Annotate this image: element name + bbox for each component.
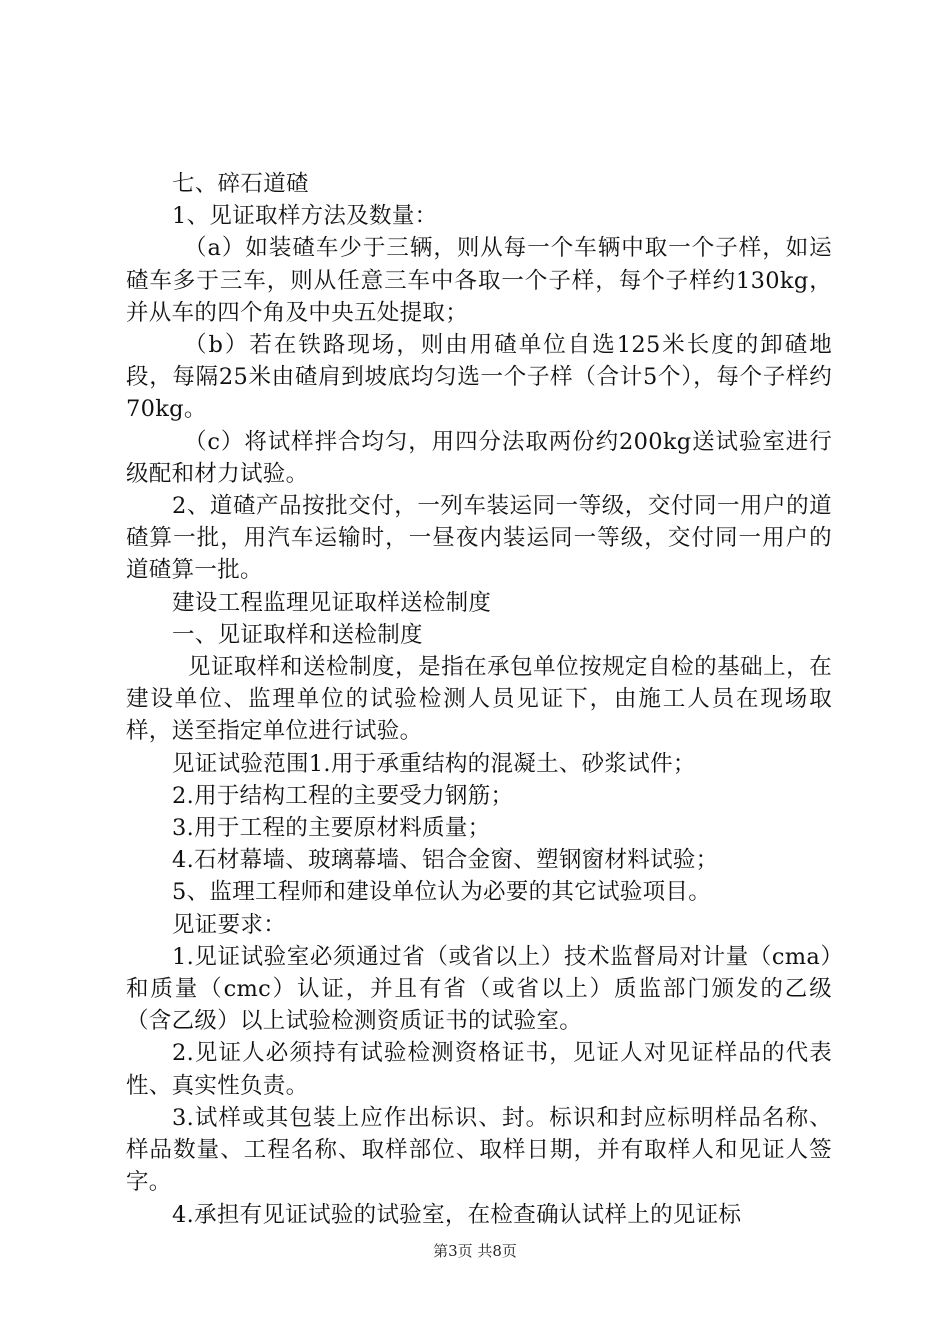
paragraph: （a）如装碴车少于三辆，则从每一个车辆中取一个子样，如运碴车多于三车，则从任意三车中各取一个子样，每个子样约130kg，并从车的四个角及中央五处提取；: [126, 235, 832, 326]
list-item: 2.见证人必须持有试验检测资格证书，见证人对见证样品的代表性、真实性负责。: [126, 1040, 832, 1099]
paragraph: （b）若在铁路现场，则由用碴单位自选125米长度的卸碴地段，每隔25米由碴肩到坡底均匀选一个子样（合计5个），每个子样约70kg。: [126, 332, 832, 423]
paragraph: 见证要求：: [172, 911, 287, 938]
list-item: 3.试样或其包装上应作出标识、封。标识和封应标明样品名称、样品数量、工程名称、取样部位、取样日期，并有取样人和见证人签字。: [126, 1104, 832, 1196]
section-heading: 一、见证取样和送检制度: [172, 621, 423, 648]
list-item: 4.承担有见证试验的试验室，在检查确认试样上的见证标: [172, 1201, 742, 1228]
paragraph: （c）将试样拌合均匀，用四分法取两份约200kg送试验室进行级配和材力试验。: [126, 428, 832, 487]
paragraph: 2、道碴产品按批交付，一列车装运同一等级，交付同一用户的道碴算一批，用汽车运输时，一昼夜内装运同一等级，交付同一用户的道碴算一批。: [126, 493, 832, 584]
paragraph: 1、见证取样方法及数量：: [172, 203, 438, 230]
section-heading: 建设工程监理见证取样送检制度: [172, 589, 492, 616]
list-item: 3.用于工程的主要原材料质量；: [172, 815, 491, 842]
paragraph: 见证取样和送检制度，是指在承包单位按规定自检的基础上，在建设单位、监理单位的试验检测人员见证下，由施工人员在现场取样，送至指定单位进行试验。: [126, 654, 832, 745]
list-item: 5、监理工程师和建设单位认为必要的其它试验项目。: [172, 879, 712, 906]
paragraph: 见证试验范围1.用于承重结构的混凝土、砂浆试件；: [172, 750, 696, 777]
paragraph: 七、碎石道碴: [172, 171, 309, 197]
list-item: 1.见证试验室必须通过省（或省以上）技术监督局对计量（cma）和质量（cmc）认证，并且有省（或省以上）质监部门颁发的乙级（含乙级）以上试验检测资质证书的试验室。: [126, 943, 832, 1035]
list-item: 2.用于结构工程的主要受力钢筋；: [172, 782, 514, 809]
page-number: 第3页 共8页: [433, 1242, 517, 1260]
document-body: [126, 168, 832, 1231]
list-item: 4.石材幕墙、玻璃幕墙、铝合金窗、塑钢窗材料试验；: [172, 847, 719, 874]
